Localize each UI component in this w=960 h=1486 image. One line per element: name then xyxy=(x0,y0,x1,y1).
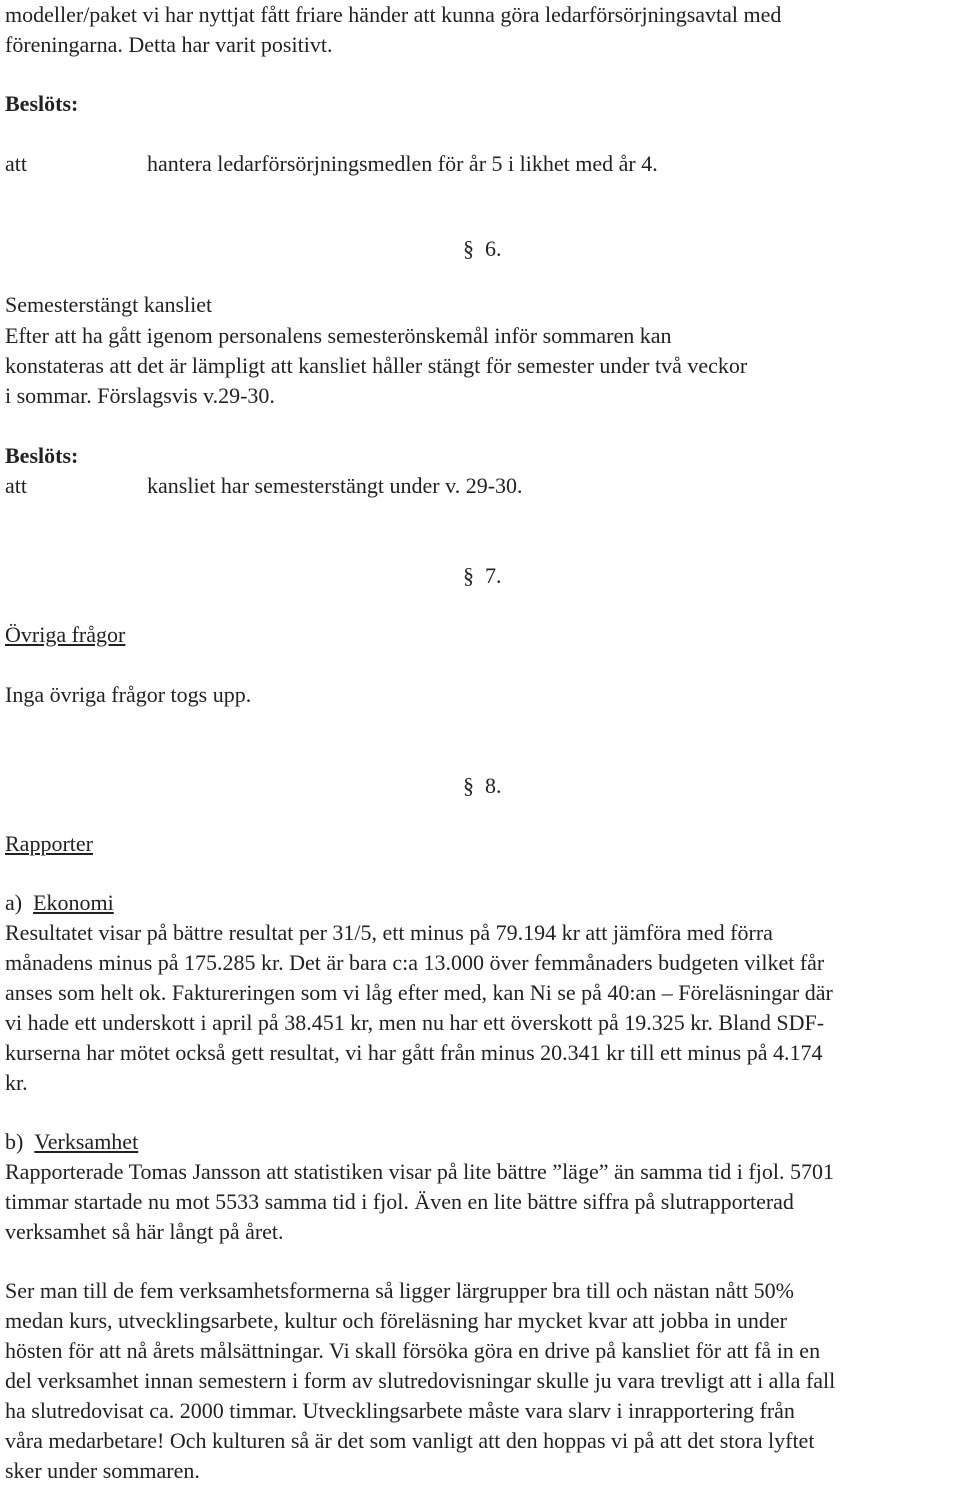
closing-line-5: ha slutredovisat ca. 2000 timmar. Utvecklingsarbete måste vara slarv i inrapportering från xyxy=(5,1398,795,1423)
section-6-decision-label: Beslöts: xyxy=(5,443,79,468)
verksamhet-line-1: Rapporterade Tomas Jansson att statistiken visar på lite bättre ”läge” än samma tid i fjol. 5701 xyxy=(5,1159,834,1184)
ekonomi-line-2: månadens minus på 175.285 kr. Det är bara c:a 13.000 över femmånaders budgeten vilket får xyxy=(5,950,825,975)
ekonomi-line-5: kurserna har mötet också gett resultat, vi har gått från minus 20.341 kr till ett minus på 4.174 xyxy=(5,1040,823,1065)
subsection-letter: a) xyxy=(5,890,23,915)
subsection-title: Ekonomi xyxy=(33,890,114,915)
section-6-line-3: i sommar. Förslagsvis v.29-30. xyxy=(5,383,275,408)
closing-line-6: våra medarbetare! Och kulturen så är det som vanligt att den hoppas vi på att det stora lyftet xyxy=(5,1428,815,1453)
decision-att: att xyxy=(5,473,27,498)
section-number: 8. xyxy=(485,773,502,798)
section-number-8 xyxy=(463,771,502,801)
intro-line-1: modeller/paket vi har nyttjat fått friare händer att kunna göra ledarförsörjningsavtal med xyxy=(5,2,782,27)
section-number: 7. xyxy=(485,563,502,588)
verksamhet-line-3: verksamhet så här långt på året. xyxy=(5,1219,284,1244)
closing-line-7: sker under sommaren. xyxy=(5,1458,200,1483)
section-sign: § xyxy=(463,236,474,261)
subsection-letter: b) xyxy=(5,1129,24,1154)
section-number: 6. xyxy=(485,236,502,261)
decision-row xyxy=(5,149,658,179)
closing-line-3: hösten för att nå årets målsättningar. Vi skall försöka göra en drive på kansliet för att få in en xyxy=(5,1338,821,1363)
section-7-heading: Övriga frågor xyxy=(5,622,126,647)
subsection-b-heading xyxy=(5,1127,138,1157)
intro-line-2: föreningarna. Detta har varit positivt. xyxy=(5,32,333,57)
section-number-7 xyxy=(463,561,502,591)
ekonomi-line-6: kr. xyxy=(5,1070,28,1095)
closing-line-4: del verksamhet innan semestern i form av slutredovisningar skulle ju vara trevligt att i alla fall xyxy=(5,1368,836,1393)
section-8-heading: Rapporter xyxy=(5,831,93,856)
decision-text: kansliet har semesterstängt under v. 29-30. xyxy=(147,473,523,498)
decision-label: Beslöts: xyxy=(5,91,79,116)
subsection-a-heading xyxy=(5,888,114,918)
ekonomi-line-4: vi hade ett underskott i april på 38.451 kr, men nu har ett överskott på 19.325 kr. Bland SDF- xyxy=(5,1010,825,1035)
closing-line-2: medan kurs, utvecklingsarbete, kultur och föreläsning har mycket kvar att jobba in under xyxy=(5,1308,787,1333)
section-6-line-1: Efter att ha gått igenom personalens semesterönskemål inför sommaren kan xyxy=(5,323,672,348)
section-6-decision-row xyxy=(5,471,523,501)
decision-att: att xyxy=(5,151,27,176)
decision-text: hantera ledarförsörjningsmedlen för år 5 i likhet med år 4. xyxy=(147,151,658,176)
verksamhet-line-2: timmar startade nu mot 5533 samma tid i fjol. Även en lite bättre siffra på slutrapporterad xyxy=(5,1189,794,1214)
section-number-6 xyxy=(463,234,502,264)
section-7-text: Inga övriga frågor togs upp. xyxy=(5,682,252,707)
subsection-title: Verksamhet xyxy=(34,1129,139,1154)
section-sign: § xyxy=(463,773,474,798)
section-6-line-2: konstateras att det är lämpligt att kansliet håller stängt för semester under två veckor xyxy=(5,353,748,378)
closing-line-1: Ser man till de fem verksamhetsformerna så ligger lärgrupper bra till och nästan nått 50% xyxy=(5,1278,794,1303)
ekonomi-line-3: anses som helt ok. Faktureringen som vi låg efter med, kan Ni se på 40:an – Föreläsningar där xyxy=(5,980,833,1005)
section-6-heading: Semesterstängt kansliet xyxy=(5,292,213,317)
ekonomi-line-1: Resultatet visar på bättre resultat per 31/5, ett minus på 79.194 kr att jämföra med förra xyxy=(5,920,773,945)
section-sign: § xyxy=(463,563,474,588)
